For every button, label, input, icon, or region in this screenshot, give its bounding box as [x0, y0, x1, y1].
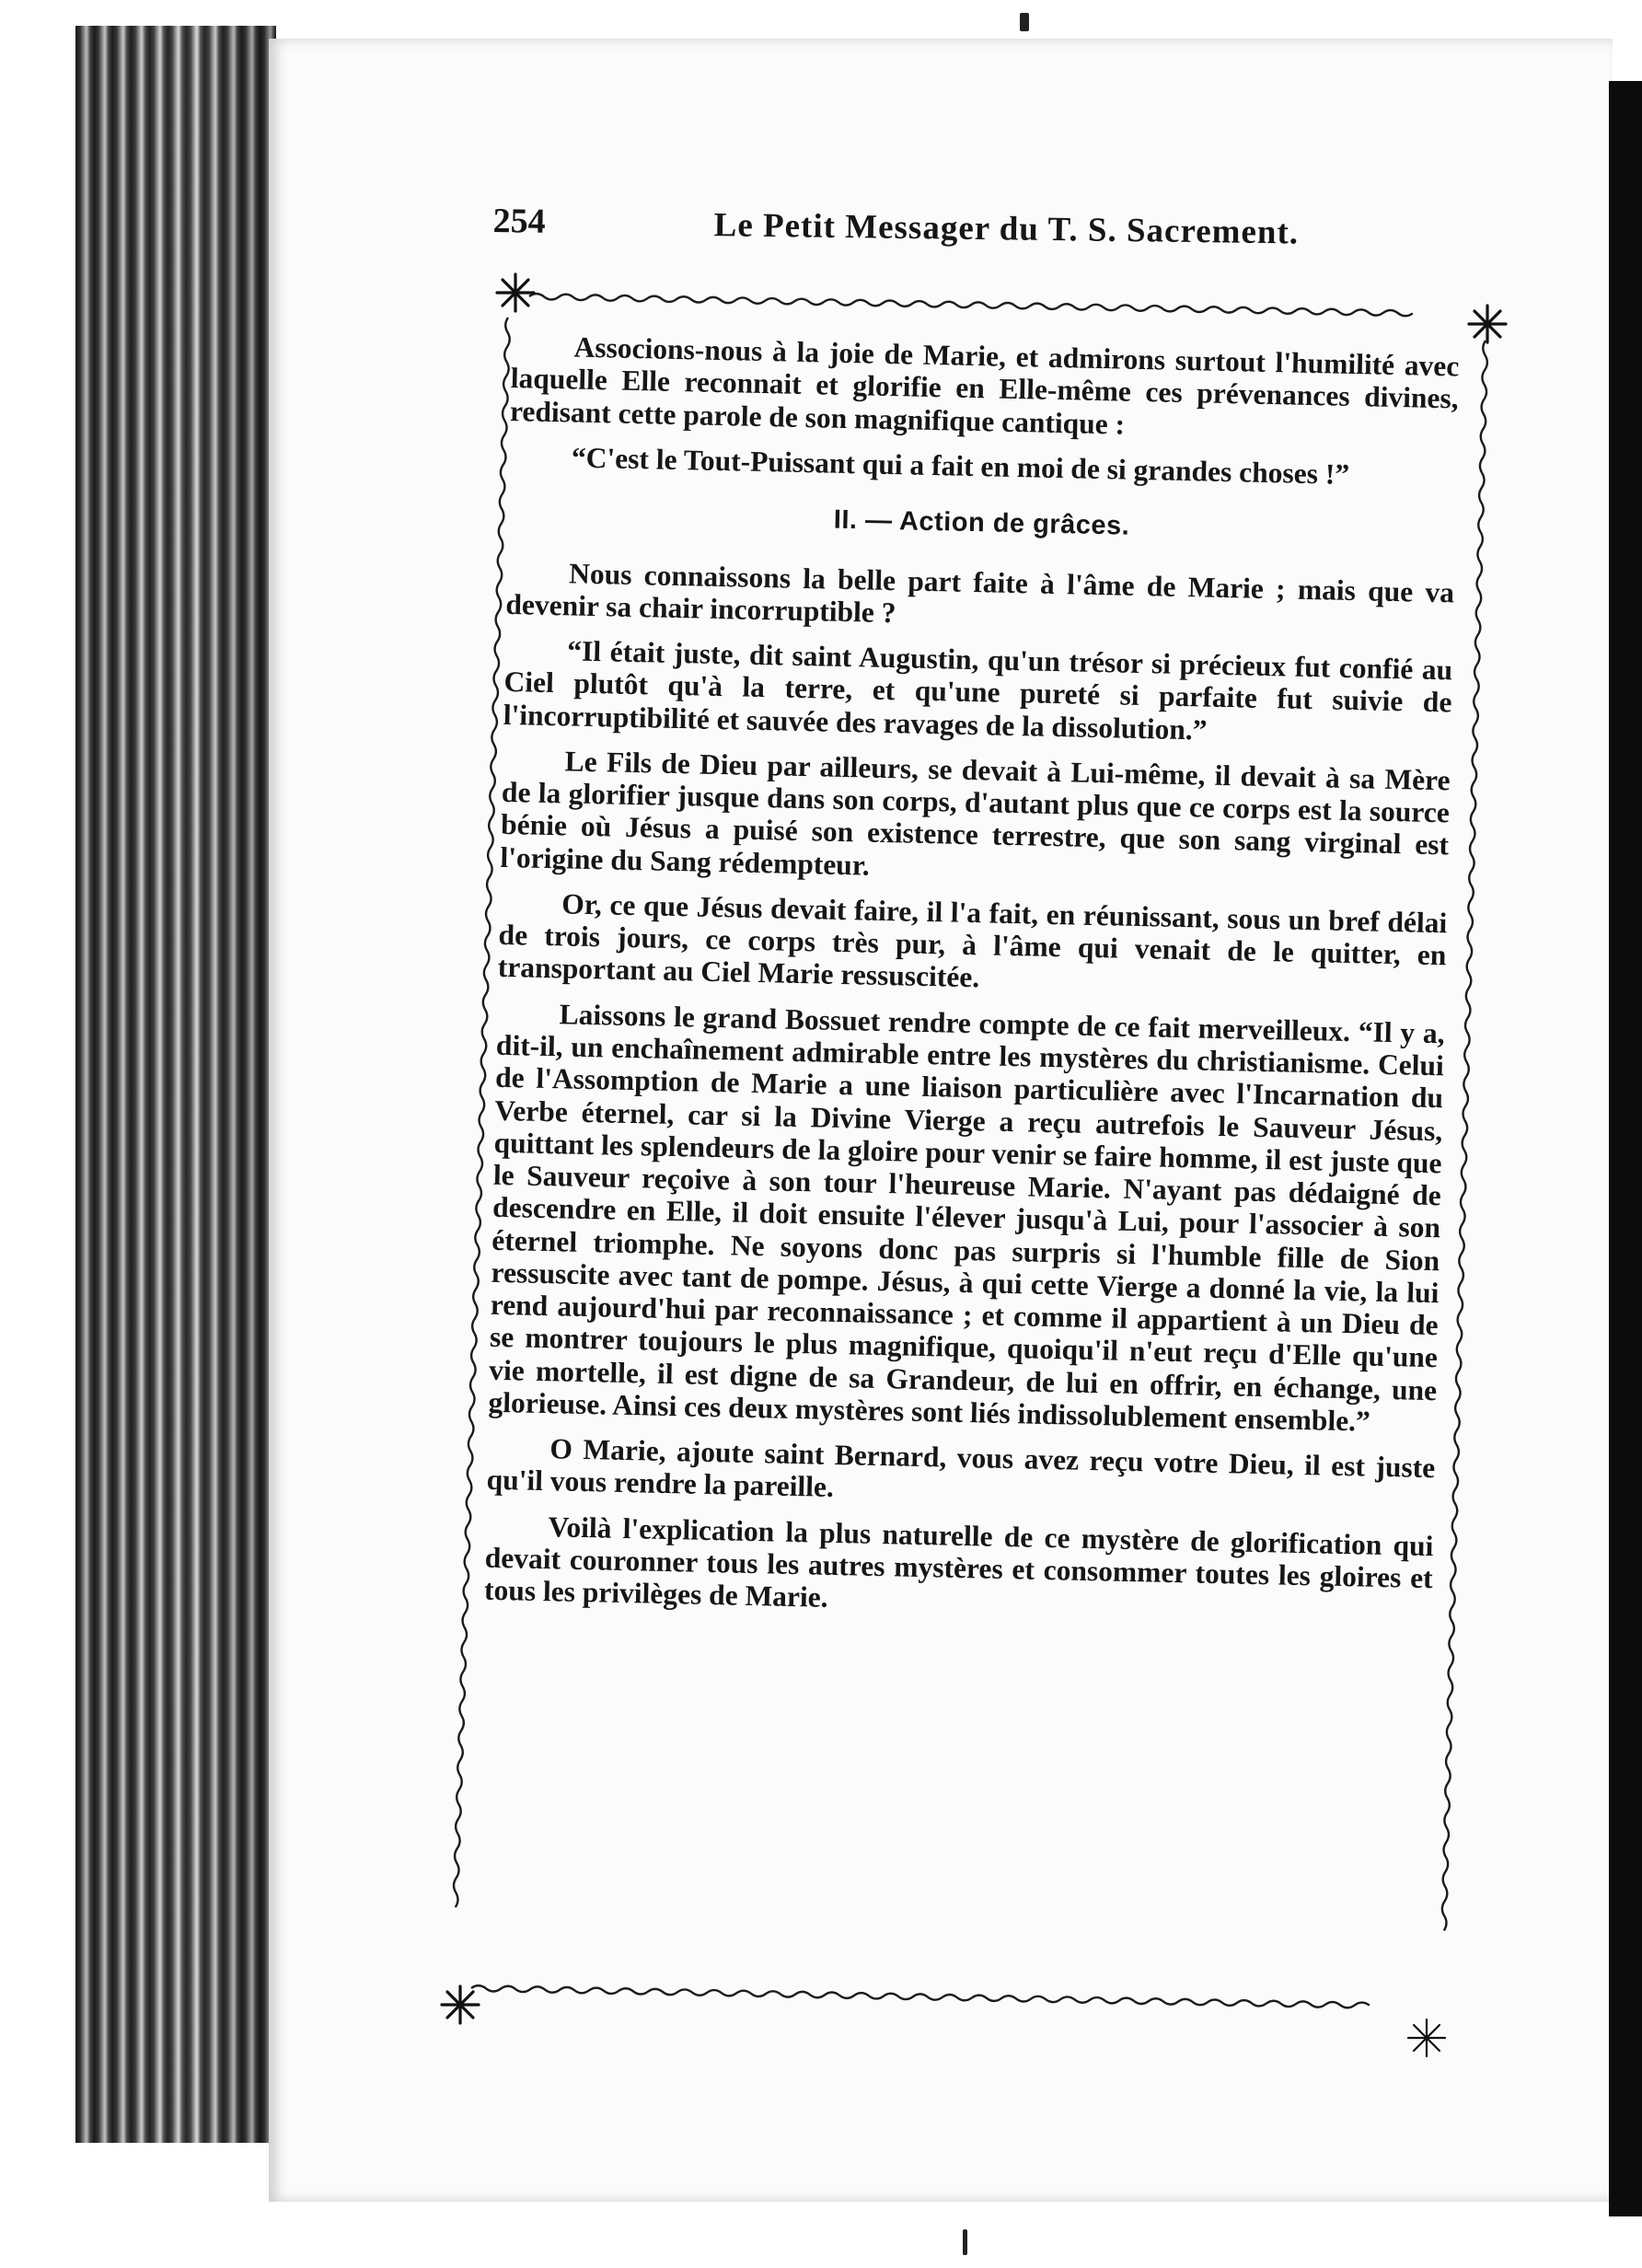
paragraph: Laissons le grand Bossuet rendre compte de ce fait merveilleux. “Il y a, dit-il, un enchaînement admirable entre les mystères du christianisme. Celui de l'Assomption de Marie a une liaison particulière avec l'Incarnation du Verbe éternel, car si la Divine Vierge a reçu autrefois le Sauveur Jésus, quittant les splendeurs de la gloire pour venir se faire homme, il est juste que le Sauveur reçoive à son tour l'heureuse Marie. N'ayant pas dédaigné de descendre en Elle, il doit ensuite l'élever jusqu'à Lui, pour l'associer à son éternel triomphe. Ne soyons donc pas surpris si l'humble fille de Sion ressuscite avec tant de pompe. Jésus, à qui cette Vierge a donné la vie, la lui rend aujourd'hui par reconnaissance ; et comme il appartient à un Dieu de se montrer toujours le plus magnifique, quoiqu'il n'eut reçu d'Elle qu'une vie mortelle, il est digne de sa Grandeur, de lui en offrir, en échange, une glorieuse. Ainsi ces deux mystères sont liés indissolublement ensemble.” [488, 998, 1445, 1438]
page-number: 254 [492, 201, 546, 241]
section-title: II. — Action de grâces. [833, 504, 1130, 541]
quote-paragraph: “Il était juste, dit saint Augustin, qu'un trésor si précieux fut confié au Ciel plutôt qu'à la terre, et qu'une pureté si parfaite fut suivie de l'incorruptibilité et sauvée des ravages de la dissolution.” [503, 634, 1453, 746]
running-title: Le Petit Messager du T. S. Sacrement. [713, 206, 1300, 252]
paragraph: Or, ce que Jésus devait faire, il l'a fait, en réunissant, sous un bref délai de trois jours, ce corps très pur, à l'âme qui venait de le quitter, en transportant au Ciel Marie ressuscitée. [497, 887, 1448, 994]
quote-paragraph: “C'est le Tout-Puissant qui a fait en moi de si grandes choses !” [571, 441, 1350, 491]
paragraph: O Marie, ajoute saint Bernard, vous avez reçu votre Dieu, il est juste qu'il vous rendre la pareille. [486, 1432, 1436, 1504]
running-header [492, 201, 1331, 267]
paragraph: Le Fils de Dieu par ailleurs, se devait à Lui-même, il devait à sa Mère de la glorifier jusque dans son corps, d'autant plus que ce corps est la source bénie où Jésus a puisé son existence terrestre, que son sang virginal est l'origine du Sang rédempteur. [500, 745, 1451, 882]
text-column [483, 330, 1459, 1640]
facing-page-edge [1609, 81, 1642, 2216]
paragraph: Nous connaissons la belle part faite à l'âme de Marie ; mais que va devenir sa chair incorruptible ? [505, 556, 1455, 629]
scan-speck [963, 2229, 967, 2255]
paragraph: Associons-nous à la joie de Marie, et admirons surtout l'humilité avec laquelle Elle reconnait et glorifie en Elle-même ces prévenances divines, redisant cette parole de son magnifique cantique : [509, 330, 1460, 441]
book-edges-shadow [75, 26, 276, 2143]
paragraph: Voilà l'explication la plus naturelle de ce mystère de glorification qui devait couronner tous les autres mystères et consommer toutes les gloires et tous les privilèges de Marie. [483, 1510, 1434, 1614]
scan-speck [1020, 13, 1029, 31]
